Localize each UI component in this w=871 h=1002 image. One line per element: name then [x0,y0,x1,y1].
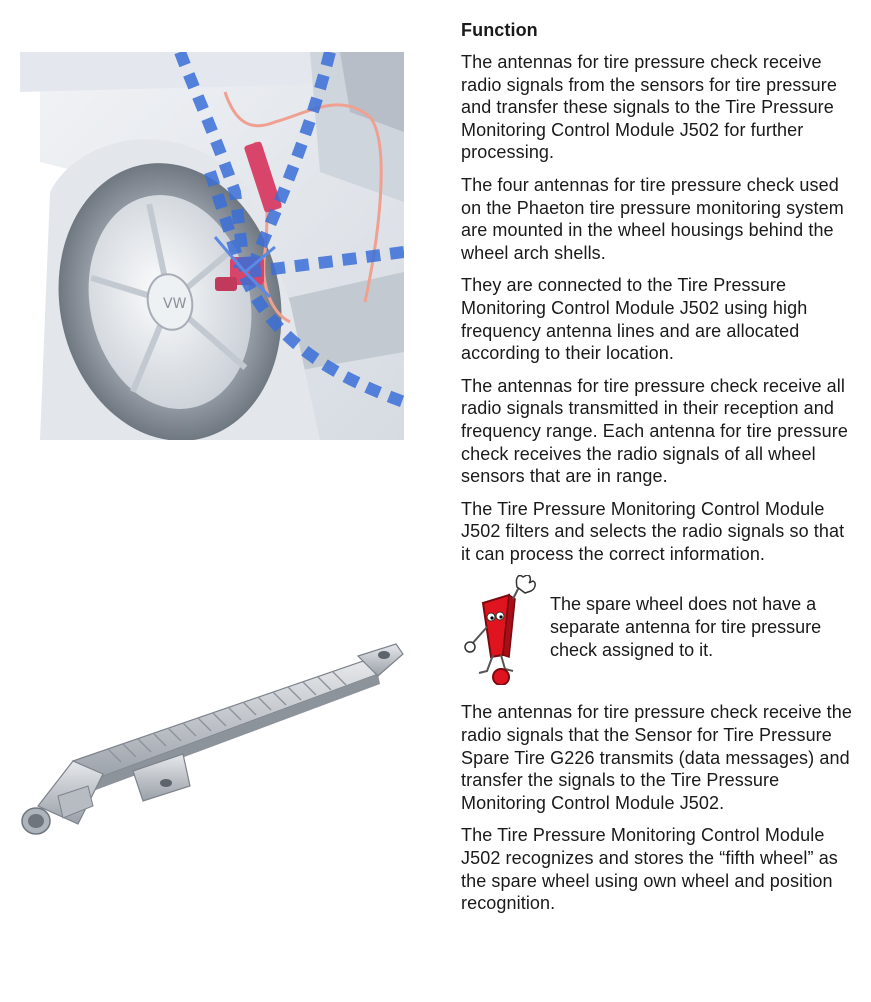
exclamation-mascot-icon [461,575,545,685]
paragraph: The Tire Pressure Monitoring Control Module J502 recognizes and stores the “fifth wheel” as the spare wheel using own wheel and position recognition. [461,825,838,914]
paragraph: The four antennas for tire pressure check used on the Phaeton tire pressure monitoring system are mounted in the wheel housings behind the wheel arch shells. [461,174,844,263]
wheel-housing-antenna-illustration [20,52,404,440]
paragraph: The antennas for tire pressure check receive radio signals from the sensors for tire pressure and transfer these signals to the Tire Pressure Monitoring Control Module J502 for further processing. [461,52,837,163]
note-box [461,575,853,693]
section-heading: Function [461,20,538,40]
tire-pressure-antenna-illustration [18,636,406,836]
paragraph: The Tire Pressure Monitoring Control Module J502 filters and selects the radio signals so that it can process the correct information. [461,498,845,564]
note-text: The spare wheel does not have a separate antenna for tire pressure check assigned to it. [550,594,822,660]
paragraph: The antennas for tire pressure check receive the radio signals that the Sensor for Tire Pressure Spare Tire G226 transmits (data messages) and transfer the signals to the Tire Pressure Monitoring Control Module J502. [461,702,852,813]
paragraph: The antennas for tire pressure check receive all radio signals transmitted in their reception and frequency range. Each antenna for tire pressure check receives the radio signals of all wheel sensors that are in range. [461,375,848,487]
svg-text:VW: VW [163,296,187,312]
paragraph: They are connected to the Tire Pressure Monitoring Control Module J502 using high frequency antenna lines and are allocated according to their location. [461,275,808,364]
text-column [461,18,853,925]
